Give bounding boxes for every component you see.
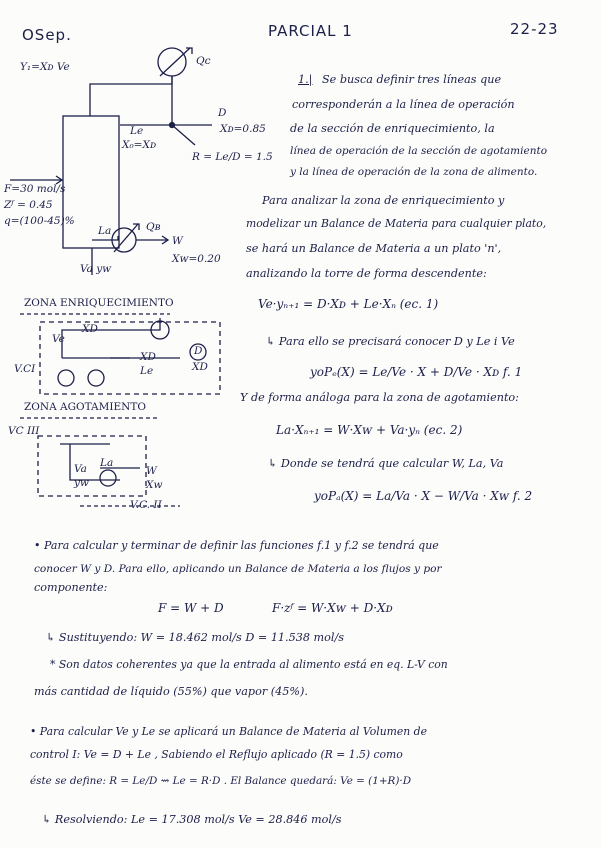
le-label: Le — [130, 125, 144, 137]
function-2: yoPₐ(X) = La/Va · X − W/Va · Xᴡ f. 2 — [314, 489, 533, 503]
d3-va: Va — [74, 463, 87, 475]
d2-xd2: XD — [140, 351, 156, 363]
la-label: La — [98, 225, 112, 237]
right-line-9: analizando la torre de forma descendente: — [246, 267, 487, 280]
top-vapor-line — [90, 76, 172, 116]
d2-vc: V.CI — [14, 363, 36, 375]
reflux-label: R = Le/D = 1.5 — [192, 151, 273, 163]
right-line-4: línea de operación de la sección de agotamiento — [290, 145, 548, 157]
balance-component: F·zᶠ = W·Xᴡ + D·Xᴅ — [272, 601, 393, 615]
top-stream-label: Y₁=Xᴅ Ve — [20, 61, 70, 73]
bottom-line-7: más cantidad de líquido (55%) que vapor (45%). — [34, 685, 308, 698]
bottom-line-10: éste se define: R = Le/D ⇝ Le = R·D . El Balance quedará: Ve = (1+R)·D — [30, 775, 412, 787]
right-line-3: de la sección de enriquecimiento, la — [290, 122, 495, 135]
d3-yw: yw — [74, 477, 89, 489]
w-label: W — [172, 235, 183, 247]
right-line-1: Se busca definir tres líneas que — [322, 73, 502, 86]
balance-total: F = W + D — [158, 601, 224, 615]
enrichment-title: ZONA ENRIQUECIMIENTO — [24, 297, 174, 309]
xw-label: Xᴡ=0.20 — [172, 253, 221, 265]
d3-vc3: VC III — [8, 425, 40, 437]
d2-d: D — [194, 345, 203, 357]
function-1: yoPₑ(X) = Le/Ve · X + D/Ve · Xᴅ f. 1 — [310, 365, 523, 379]
right-line-6: Para analizar la zona de enriquecimiento y — [262, 194, 505, 207]
equation-2: La·Xₙ₊₁ = W·Xᴡ + Va·yₙ (ec. 2) — [276, 423, 463, 437]
reboiler-label: Qʙ — [146, 221, 161, 233]
bottom-line-3: componente: — [34, 581, 108, 594]
d2-xd: XD — [82, 323, 98, 335]
x0-label: X₀=Xᴅ — [122, 139, 157, 151]
bottom-line-11: ↳ Resolviendo: Le = 17.308 mol/s Ve = 28.846 mol/s — [42, 813, 342, 826]
va-label: Va yᴡ — [80, 263, 112, 275]
bottom-line-8: • Para calcular Ve y Le se aplicará un Balance de Materia al Volumen de — [30, 725, 427, 738]
item-number: 1.| — [298, 73, 313, 86]
d2-xd3: XD — [192, 361, 208, 373]
header-right: 22-23 — [510, 20, 559, 38]
condenser-label: Qᴄ — [196, 55, 211, 67]
d3-vc2: V.C. II — [130, 499, 162, 511]
q-label: q=(100-45)% — [4, 215, 75, 227]
right-line-10: ↳ Para ello se precisará conocer D y Le i Ve — [266, 335, 515, 348]
d2-le: Le — [140, 365, 154, 377]
page-title: PARCIAL 1 — [268, 22, 353, 40]
d2-ve: Ve — [52, 333, 65, 345]
right-line-7: modelizar un Balance de Materia para cualquier plato, — [246, 217, 547, 230]
feed-label: F=30 mol/s — [4, 183, 66, 195]
header-left: OSep. — [22, 26, 72, 44]
d3-w: W — [146, 465, 157, 477]
zf-label: Zᶠ = 0.45 — [4, 199, 53, 211]
stripping-vc — [38, 436, 146, 496]
d3-la: La — [100, 457, 114, 469]
bottom-line-6: * Son datos coherentes ya que la entrada al alimento está en eq. L-V con — [50, 658, 448, 671]
right-line-12: ↳ Donde se tendrá que calcular W, La, Va — [268, 457, 504, 470]
bottom-line-9: control I: Ve = D + Le , Sabiendo el Reflujo aplicado (R = 1.5) como — [30, 748, 403, 761]
bottom-line-1: • Para calcular y terminar de definir las funciones f.1 y f.2 se tendrá que — [34, 539, 439, 552]
bottom-line-5: ↳ Sustituyendo: W = 18.462 mol/s D = 11.538 mol/s — [46, 631, 344, 644]
bottom-line-2: conocer W y D. Para ello, aplicando un Balance de Materia a los flujos y por — [34, 563, 442, 575]
right-line-5: y la línea de operación de la zona de alimento. — [290, 166, 538, 178]
xd-label: Xᴅ=0.85 — [220, 123, 266, 135]
right-line-2: corresponderán a la línea de operación — [292, 98, 515, 111]
right-line-11: Y de forma análoga para la zona de agotamiento: — [240, 391, 519, 404]
right-line-8: se hará un Balance de Materia a un plato 'n', — [246, 242, 502, 255]
equation-1: Ve·yₙ₊₁ = D·Xᴅ + Le·Xₙ (ec. 1) — [258, 297, 439, 311]
distillate-label: D — [218, 107, 227, 119]
condenser-icon — [158, 48, 186, 76]
d3-xw: Xw — [146, 479, 163, 491]
stripping-title: ZONA AGOTAMIENTO — [24, 401, 146, 413]
